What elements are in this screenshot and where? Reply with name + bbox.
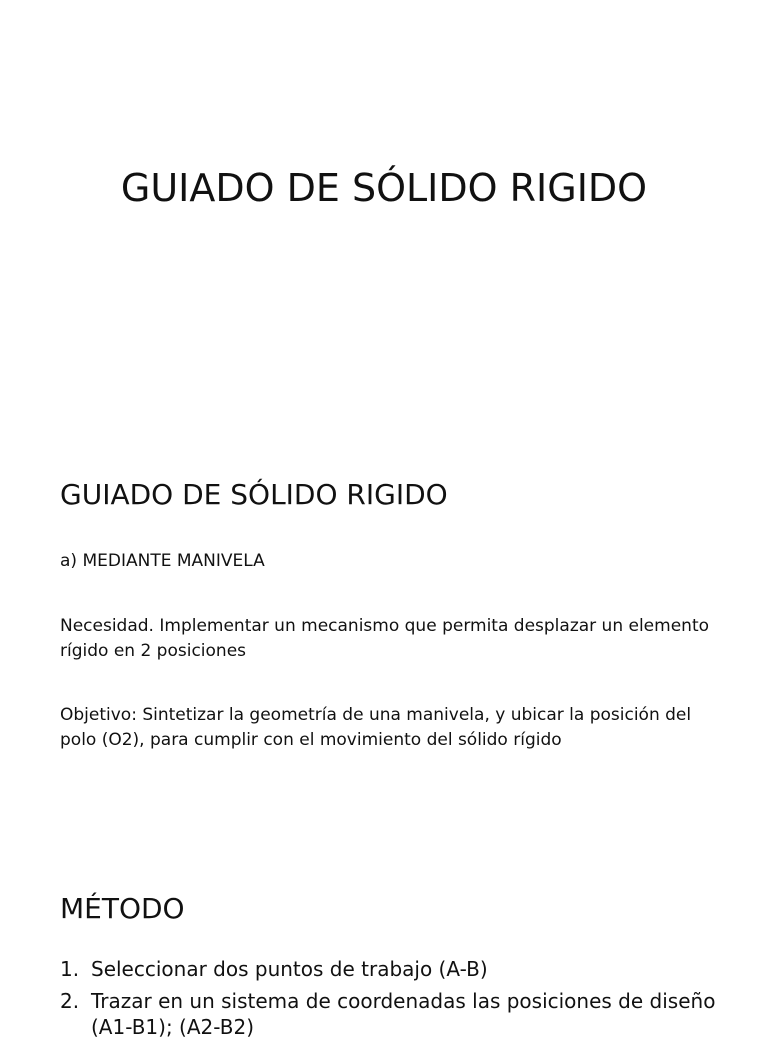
objetivo-paragraph: Objetivo: Sintetizar la geometría de una manivela, y ubicar la posición del polo (O2), para cumplir con el movimiento del sólido rígido	[60, 705, 692, 750]
step-number: 2.	[60, 989, 80, 1013]
subheading: a) MEDIANTE MANIVELA	[60, 551, 265, 571]
step-text: Trazar en un sistema de coordenadas las posiciones de diseño (A1-B1); (A2-B2)	[91, 989, 716, 1039]
list-item	[60, 956, 740, 982]
slide-title: GUIADO DE SÓLIDO RIGIDO	[120, 166, 648, 210]
step-text: Seleccionar dos puntos de trabajo (A-B)	[91, 957, 488, 981]
step-number: 1.	[60, 957, 80, 981]
section-heading: GUIADO DE SÓLIDO RIGIDO	[60, 478, 448, 511]
list-item	[60, 988, 740, 1040]
necesidad-paragraph: Necesidad. Implementar un mecanismo que permita desplazar un elemento rígido en 2 posiciones	[60, 616, 710, 661]
method-steps-list	[60, 956, 740, 1046]
method-heading: MÉTODO	[60, 892, 185, 925]
